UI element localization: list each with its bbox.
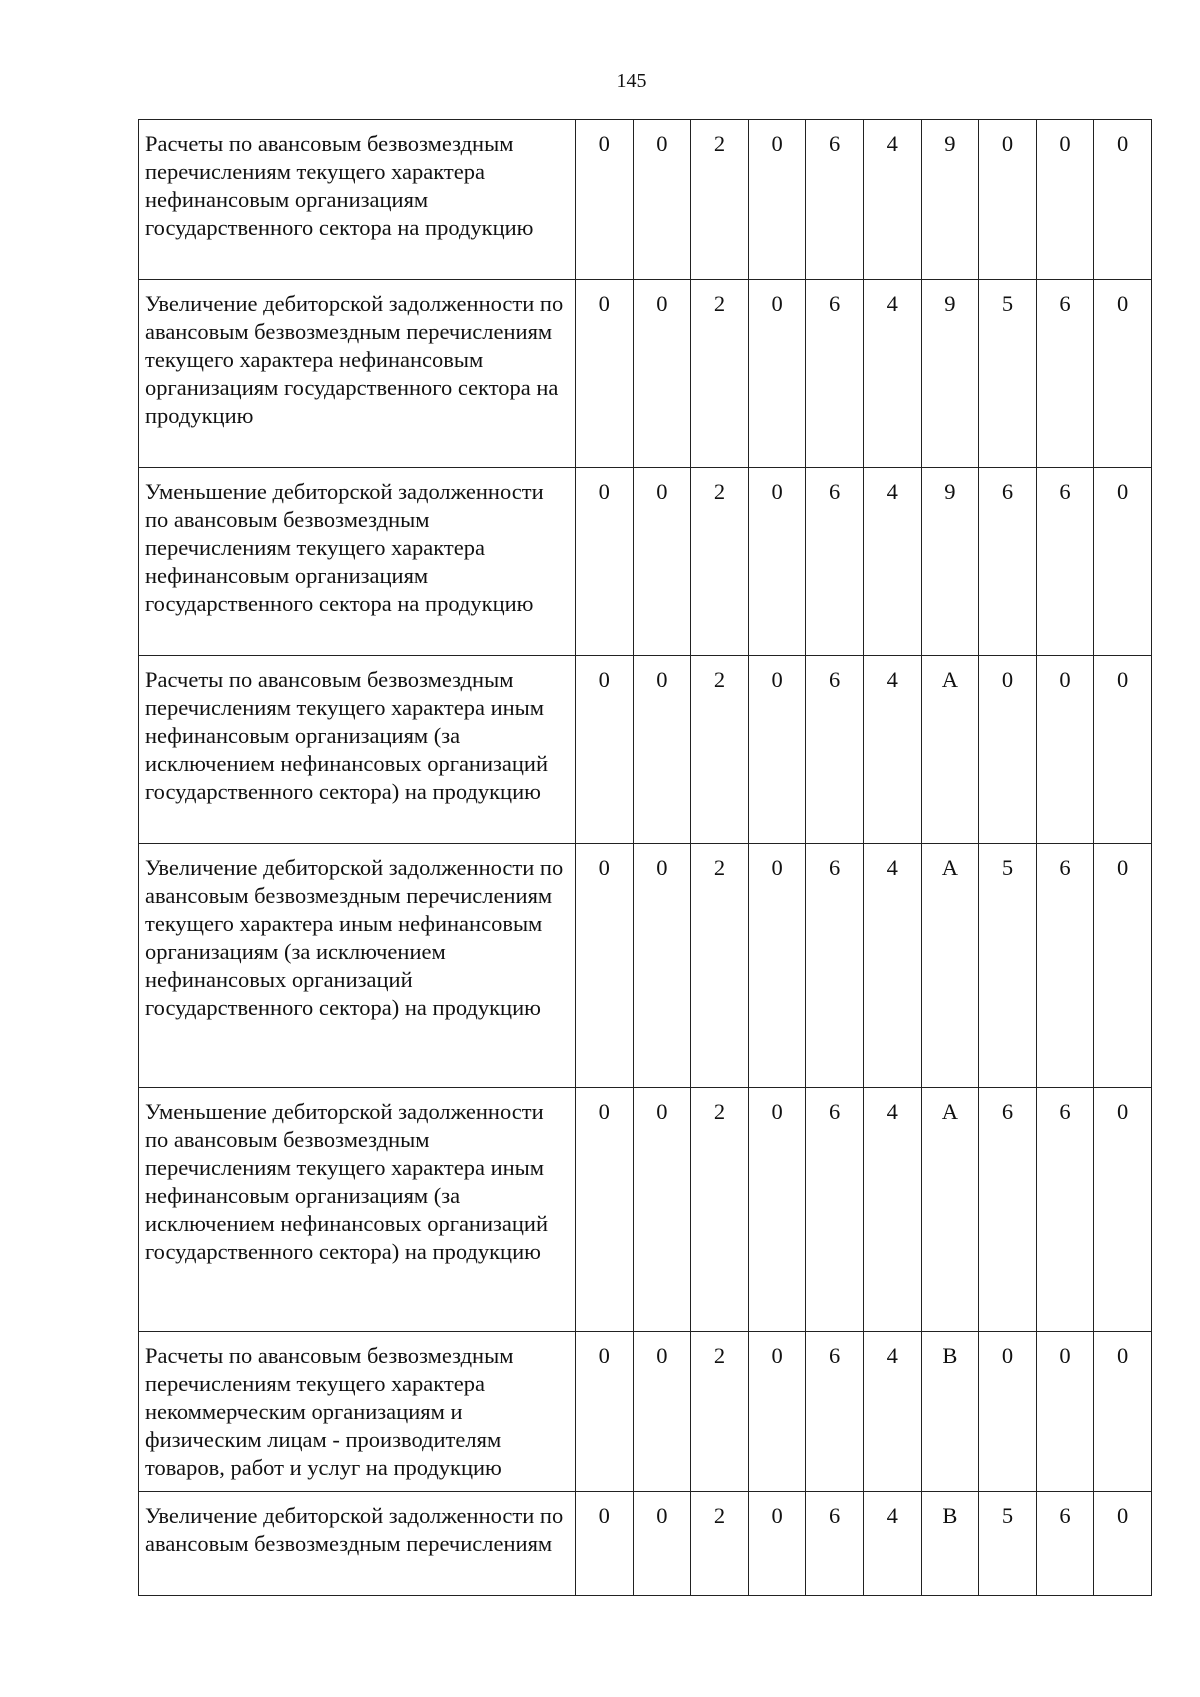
code-digit: А (921, 656, 979, 844)
code-digit: 2 (691, 1088, 749, 1332)
code-digit: 0 (1094, 844, 1152, 1088)
code-digit: 4 (863, 280, 921, 468)
code-digit: 0 (576, 1492, 634, 1596)
code-digit: 0 (576, 280, 634, 468)
code-digit: 9 (921, 468, 979, 656)
code-digit: 4 (863, 120, 921, 280)
code-digit: 0 (633, 1088, 691, 1332)
table-row (139, 1492, 1152, 1596)
code-digit: 4 (863, 656, 921, 844)
table-row (139, 280, 1152, 468)
code-digit: 0 (1094, 120, 1152, 280)
code-digit: 9 (921, 280, 979, 468)
code-digit: 5 (979, 1492, 1037, 1596)
code-digit: 0 (576, 1088, 634, 1332)
row-description: Увеличение дебиторской задолженности по авансовым безвозмездным перечислениям текущего характера нефинансовым организациям государственного сектора на продукцию (139, 280, 576, 468)
code-digit: 2 (691, 1332, 749, 1492)
code-digit: 0 (748, 468, 806, 656)
row-description: Увеличение дебиторской задолженности по авансовым безвозмездным перечислениям (139, 1492, 576, 1596)
code-digit: 0 (748, 1088, 806, 1332)
code-digit: 0 (979, 120, 1037, 280)
code-digit: 0 (633, 468, 691, 656)
code-digit: 6 (806, 656, 864, 844)
table-row (139, 120, 1152, 280)
code-digit: 4 (863, 1088, 921, 1332)
code-digit: 0 (576, 468, 634, 656)
code-digit: 4 (863, 844, 921, 1088)
code-digit: 0 (1094, 1088, 1152, 1332)
code-digit: 0 (576, 120, 634, 280)
code-digit: 0 (748, 1332, 806, 1492)
code-digit: 0 (576, 844, 634, 1088)
row-description: Расчеты по авансовым безвозмездным перечислениям текущего характера некоммерческим организациям и физическим лицам - производителям товаров, работ и услуг на продукцию (139, 1332, 576, 1492)
code-digit: 0 (576, 1332, 634, 1492)
table-row (139, 656, 1152, 844)
code-digit: В (921, 1492, 979, 1596)
code-digit: 0 (748, 280, 806, 468)
code-digit: 0 (1094, 656, 1152, 844)
code-digit: 0 (633, 1492, 691, 1596)
code-digit: 0 (633, 120, 691, 280)
code-digit: 2 (691, 1492, 749, 1596)
code-digit: 6 (1036, 1492, 1094, 1596)
code-digit: 0 (1094, 1332, 1152, 1492)
page-number: 145 (616, 70, 647, 92)
code-digit: 0 (633, 280, 691, 468)
code-digit: 6 (979, 1088, 1037, 1332)
code-digit: 0 (1094, 1492, 1152, 1596)
code-digit: 2 (691, 844, 749, 1088)
code-digit: 2 (691, 280, 749, 468)
code-digit: 0 (1094, 280, 1152, 468)
code-digit: 0 (633, 656, 691, 844)
table-row (139, 1088, 1152, 1332)
code-digit: 6 (1036, 1088, 1094, 1332)
code-digit: 2 (691, 656, 749, 844)
code-digit: 0 (1094, 468, 1152, 656)
code-digit: 0 (576, 656, 634, 844)
code-digit: В (921, 1332, 979, 1492)
code-digit: 6 (1036, 844, 1094, 1088)
code-digit: 2 (691, 120, 749, 280)
code-digit: 2 (691, 468, 749, 656)
code-digit: 0 (1036, 120, 1094, 280)
code-digit: 6 (1036, 280, 1094, 468)
row-description: Уменьшение дебиторской задолженности по авансовым безвозмездным перечислениям текущего характера иным нефинансовым организациям (за исключением нефинансовых организаций государственного сектора) на продукцию (139, 1088, 576, 1332)
code-digit: А (921, 1088, 979, 1332)
code-digit: 9 (921, 120, 979, 280)
code-digit: 4 (863, 1492, 921, 1596)
code-digit: А (921, 844, 979, 1088)
account-code-table (138, 119, 1152, 1596)
code-digit: 0 (979, 1332, 1037, 1492)
code-digit: 0 (748, 120, 806, 280)
code-digit: 0 (748, 656, 806, 844)
code-digit: 0 (633, 1332, 691, 1492)
code-digit: 6 (806, 1088, 864, 1332)
code-digit: 0 (748, 1492, 806, 1596)
code-digit: 0 (748, 844, 806, 1088)
row-description: Увеличение дебиторской задолженности по авансовым безвозмездным перечислениям текущего характера иным нефинансовым организациям (за исключением нефинансовых организаций государственного сектора) на продукцию (139, 844, 576, 1088)
code-digit: 6 (806, 280, 864, 468)
code-digit: 6 (806, 1332, 864, 1492)
code-digit: 5 (979, 844, 1037, 1088)
code-digit: 5 (979, 280, 1037, 468)
table-row (139, 468, 1152, 656)
code-digit: 0 (1036, 1332, 1094, 1492)
code-digit: 6 (1036, 468, 1094, 656)
row-description: Расчеты по авансовым безвозмездным перечислениям текущего характера иным нефинансовым организациям (за исключением нефинансовых организаций государственного сектора) на продукцию (139, 656, 576, 844)
code-digit: 6 (806, 1492, 864, 1596)
code-digit: 4 (863, 1332, 921, 1492)
code-digit: 6 (806, 844, 864, 1088)
table-row (139, 1332, 1152, 1492)
row-description: Расчеты по авансовым безвозмездным перечислениям текущего характера нефинансовым организациям государственного сектора на продукцию (139, 120, 576, 280)
code-digit: 0 (633, 844, 691, 1088)
code-digit: 0 (979, 656, 1037, 844)
code-digit: 0 (1036, 656, 1094, 844)
code-digit: 6 (979, 468, 1037, 656)
code-digit: 6 (806, 468, 864, 656)
code-digit: 6 (806, 120, 864, 280)
code-digit: 4 (863, 468, 921, 656)
table-row (139, 844, 1152, 1088)
row-description: Уменьшение дебиторской задолженности по авансовым безвозмездным перечислениям текущего характера нефинансовым организациям государственного сектора на продукцию (139, 468, 576, 656)
